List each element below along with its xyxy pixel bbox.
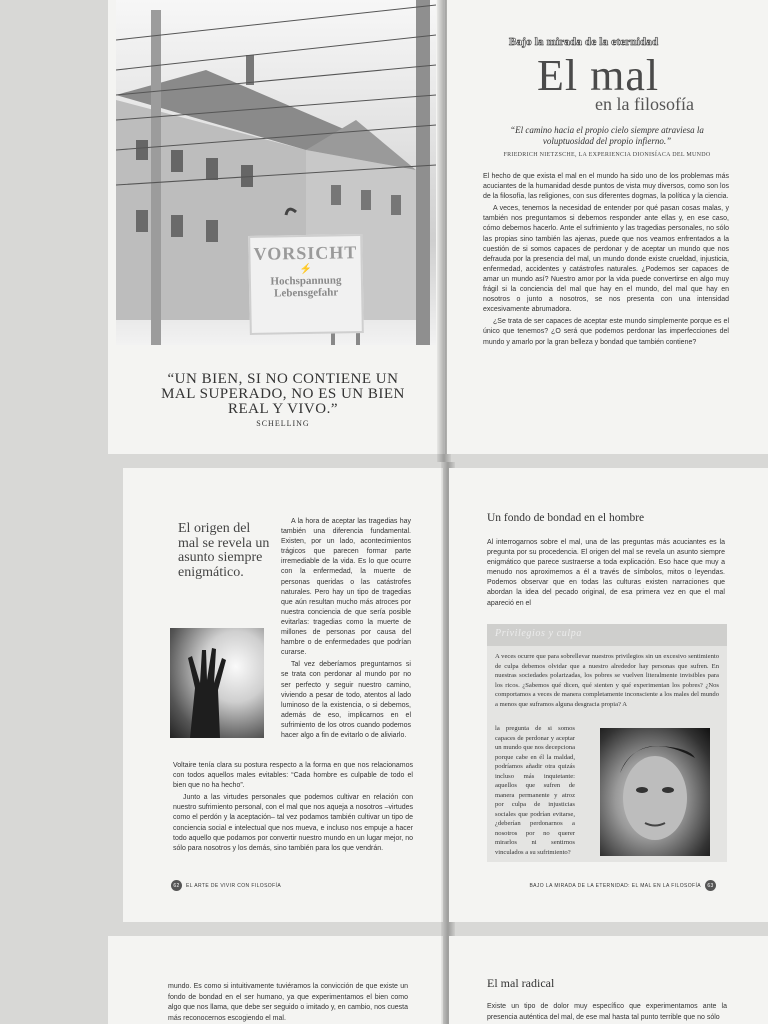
full-paragraph: Junto a las virtudes personales que podemos cultivar en relación con nuestro sufrimiento personal, con el mal que nos aqueja a nosotros –virtudes como el perdón y la aceptación– tal vez podamos también cultivar un tipo de conciencia social e intelectual que nos mueva, e incluso nos empuje a hacer todo aquello que podamos por convertir nuestro mundo en un lugar mejor, no sólo para nosotros y los demás, sino también para los que vendrán. <box>173 794 413 852</box>
quote-author: SCHELLING <box>256 419 310 428</box>
box-paragraph: A veces ocurre que para sobrellevar nuestros privilegios sin un excesivo sentimiento de culpa debemos olvidar que a nuestro alrededor hay personas que sufren. En nuestras sociedades polarizadas, los pobres se vuelven literalmente invisibles para los ricos. ¿Sabemos qué dicen, qué sienten y qué experimentan los pobres? ¿Nos comportamos a veces de manera completamente inconsciente a los males del mundo a menos que suframos alguna desgracia propia? A <box>495 653 719 708</box>
page-right-3 <box>449 936 768 1024</box>
continued-paragraph: mundo. Es como si intuitivamente tuviéramos la convicción de que existe un fondo de bondad en el ser humano, ya que experimentamos el bien como algo que nos llama, que debe ser seguido o imitado y, en cambio, nos cuesta más reconocernos escogiendo el mal. <box>168 983 408 1022</box>
footer-title-left: EL ARTE DE VIVIR CON FILOSOFÍA <box>186 882 282 889</box>
continued-text <box>168 982 408 1024</box>
face-icon <box>600 728 710 856</box>
body-paragraph: ¿Se trata de ser capaces de aceptar este mundo simplemente porque es el único que tenemos? ¿O será que podemos perdonar las imperfecciones del mundo y amarlo por la gran belleza y bondad que también contiene? <box>483 318 729 346</box>
sidebar-box <box>487 624 727 862</box>
page-left-2 <box>123 468 443 922</box>
epigraph-author: FRIEDRICH NIETZSCHE, LA EXPERIENCIA DIONISÍACA DEL MUNDO <box>503 152 711 158</box>
warning-sign <box>248 234 364 335</box>
column-paragraph: Tal vez deberíamos preguntarnos si se trata con perdonar al mundo por no ser perfecto y seguir nuestro camino, viviendo a pesar de todo, atentos al lado luminoso de la existencia, o si debemos, además de eso, implicarnos en el sufrimiento de los otros cuando podemos hacer algo a fin de evitarlo o de aliviarlo. <box>281 661 411 739</box>
spread-1 <box>0 0 768 462</box>
page-right-1 <box>447 0 768 454</box>
section-heading-radical: El mal radical <box>487 976 555 990</box>
body-paragraph: El hecho de que exista el mal en el mundo ha sido uno de los problemas más acuciantes de la humanidad desde puntos de vista muy diversos, como son los de la filosofía, las religiones, con sus diferentes dogmas, la política y la ciencia. <box>483 173 729 201</box>
full-paragraph: Voltaire tenía clara su postura respecto a la forma en que nos relacionamos con todos aquellos males evitables: “Cada hombre es culpable de todo el bien que no ha hecho”. <box>173 762 413 790</box>
spread-3 <box>0 932 768 1024</box>
section-heading: Un fondo de bondad en el hombre <box>487 512 645 524</box>
radical-text <box>487 1002 727 1023</box>
body-paragraph: A veces, tenemos la necesidad de entender por qué pasan cosas malas, y también nos preguntamos si debemos responder ante ellas y, en ese caso, cómo debemos hacerlo. Ante el sufrimiento y las tragedias personales, no sólo las propias sino también las ajenas, puede que nos veamos enfrentados a la cuestión de si somos capaces de perdonar y de aceptar un mundo que nos defrauda por la presencia del mal, un mundo donde existe crueldad, injusticia, enfermedad, accidentes y catástrofes naturales. ¿Podemos ser capaces de amar un mundo así? Nuestro amor por la vida puede convertirse en algo muy frágil si la conciencia del mal que hay en el mundo, del mal que hay en nosotros o junto a nosotros, se nos presenta con una intensidad excesivamente abrumadora. <box>483 205 729 314</box>
radical-paragraph: Existe un tipo de dolor muy específico que experimentamos ante la presencia auténtica del mal, de ese mal hasta tal punto terrible que no sólo <box>487 1003 727 1021</box>
full-width-text <box>173 761 413 856</box>
footer-right <box>529 880 716 891</box>
camp-photo <box>116 0 436 345</box>
page-number-right: 63 <box>705 880 716 891</box>
page-number-left: 62 <box>171 880 182 891</box>
column-text <box>281 517 411 743</box>
section-body <box>487 538 725 609</box>
article-subtitle: en la filosofía <box>595 94 694 114</box>
sign-line-3: Lebensgefahr <box>273 286 339 300</box>
sign-line-2: Hochspannung <box>270 274 342 288</box>
footer-left <box>171 880 281 891</box>
box-narrow-paragraph: la pregunta de si somos capaces de perdonar y aceptar un mundo que nos decepciona porque cabe en él la maldad, podríamos añadir otra quizás incluso más inquietante: aquellos que sufren de manera permanente y atroz por culpa de injusticias sociales que podrían evitarse, ¿deberían perdonarnos a nosotros por no querer mirarlos ni sentirnos vinculados a su sufrimiento? <box>495 725 575 856</box>
article-title: El mal <box>537 51 660 100</box>
column-paragraph: A la hora de aceptar las tragedias hay también una diferencia fundamental. Existen, por un lado, acontecimientos trágicos que parecen formar parte irremediable de la vida. Es lo que ocurre con la enfermedad, la muerte de personas queridas o las catástrofes naturales. Pero hay un tipo de tragedias que aún resultan mucho más atroces por nuestra conciencia de que sería posible evitarlas: tragedias como la muerte de millones de personas por causa del hambre o de enfermedades que podrían curarse. <box>281 518 411 657</box>
epigraph: “El camino hacia el propio cielo siempre atraviesa la voluptuosidad del propio infierno.” <box>510 125 704 146</box>
lightning-icon: ⚡ <box>299 263 313 276</box>
hand-icon <box>170 628 264 738</box>
box-narrow-text <box>495 724 575 857</box>
page-right-2 <box>449 468 768 922</box>
section-kicker: Bajo la mirada de la eternidad <box>509 36 659 48</box>
portrait-photo <box>600 728 710 856</box>
footer-title-right: BAJO LA MIRADA DE LA ETERNIDAD: EL MAL EN LA FILOSOFÍA <box>529 882 701 889</box>
schelling-quote: “UN BIEN, SI NO CONTIENE UN MAL SUPERADO, NO ES UN BIEN REAL Y VIVO.” <box>161 371 405 417</box>
intro-body <box>483 172 729 350</box>
box-text <box>495 652 719 709</box>
page-left-1 <box>108 0 445 454</box>
box-title: Privilegios y culpa <box>495 628 582 639</box>
section-paragraph: Al interrogarnos sobre el mal, una de las preguntas más acuciantes es la pregunta por su procedencia. El origen del mal se revela un asunto siempre enigmático que parece sustraerse a toda explicación. Eso hace que muy a menudo nos aproximemos a él a través de símbolos, mitos o leyendas. Podemos observar que en todas las culturas existen narraciones que abordan la idea del pecado original, de esa primera vez en que el mal apareció en el <box>487 539 725 607</box>
pull-quote: El origen del mal se revela un asunto siempre enigmático. <box>178 521 270 580</box>
raised-hand-photo <box>170 628 264 738</box>
sign-line-1: VORSICHT <box>253 242 358 264</box>
spread-2 <box>0 462 768 932</box>
page-left-3 <box>108 936 443 1024</box>
